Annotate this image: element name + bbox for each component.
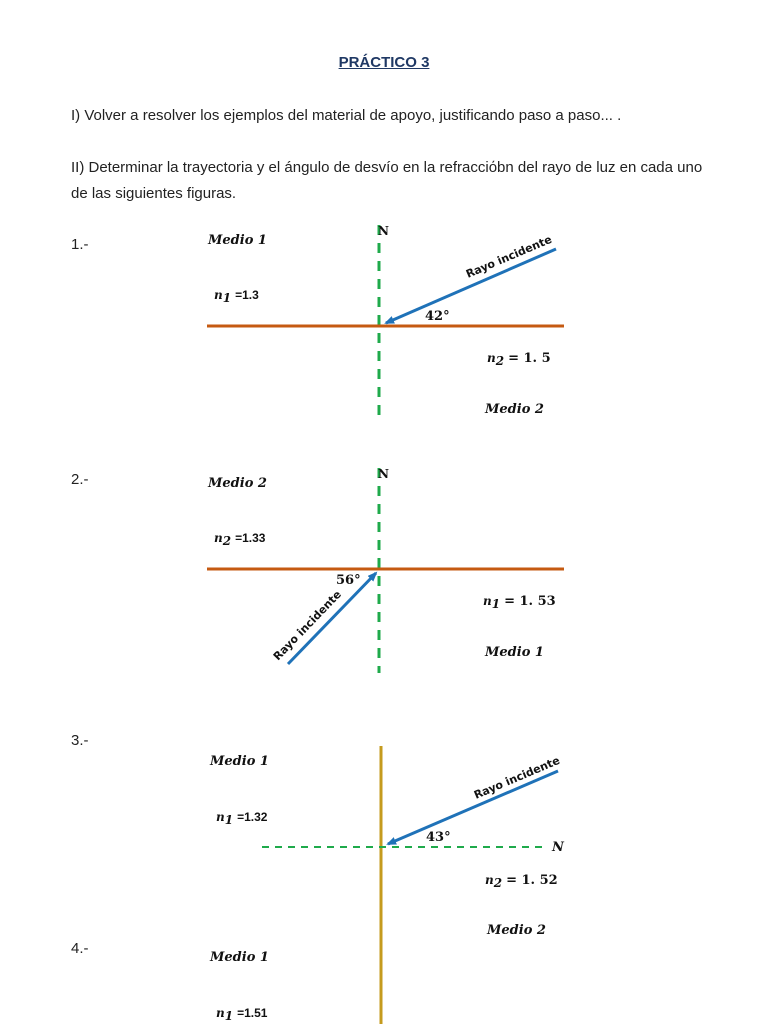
bottom-medium-label: Medio 2 bbox=[485, 402, 544, 417]
bottom-index-label: n1 = 1. 53 bbox=[483, 594, 556, 611]
top-medium-label: Medio 1 bbox=[210, 950, 269, 965]
bottom-medium-label: Medio 1 bbox=[485, 645, 544, 660]
top-index-label: n2 =1.33 bbox=[214, 531, 266, 548]
top-medium-label: Medio 1 bbox=[210, 754, 269, 769]
top-index-label: n1 =1.32 bbox=[216, 810, 268, 827]
top-medium-label: Medio 1 bbox=[208, 233, 267, 248]
incident-ray bbox=[288, 573, 376, 664]
figure-4-number: 4.- bbox=[71, 940, 89, 957]
ray-label: Rayo incidente bbox=[270, 587, 344, 664]
normal-label: N bbox=[378, 467, 389, 481]
bottom-index-label: n2 = 1. 52 bbox=[485, 873, 558, 890]
bottom-medium-label: Medio 2 bbox=[487, 923, 546, 938]
figure-3-number: 3.- bbox=[71, 732, 89, 749]
angle-label: 43° bbox=[426, 830, 451, 845]
incident-ray bbox=[388, 771, 558, 844]
page-title: PRÁCTICO 3 bbox=[338, 54, 430, 71]
figure-4-diagram bbox=[0, 940, 768, 1024]
figure-1-number: 1.- bbox=[71, 236, 89, 253]
normal-label: N bbox=[378, 224, 389, 238]
top-index-label: n1 =1.3 bbox=[214, 288, 259, 305]
ray-label: Rayo incidente bbox=[464, 232, 554, 281]
angle-label: 56° bbox=[336, 573, 361, 588]
normal-label: N bbox=[552, 840, 564, 855]
figure-2-diagram bbox=[0, 458, 768, 678]
top-medium-label: Medio 2 bbox=[208, 476, 267, 491]
figure-3-diagram bbox=[0, 740, 768, 940]
bottom-index-label: n2 = 1. 5 bbox=[487, 351, 551, 368]
instruction-1: I) Volver a resolver los ejemplos del material de apoyo, justificando paso a paso... . bbox=[71, 107, 622, 124]
angle-label: 42° bbox=[425, 309, 450, 324]
figure-2-number: 2.- bbox=[71, 471, 89, 488]
top-index-label: n1 =1.51 bbox=[216, 1006, 268, 1023]
figure-1-diagram bbox=[0, 215, 768, 430]
ray-label: Rayo incidente bbox=[472, 753, 562, 802]
instruction-2: II) Determinar la trayectoria y el ángulo de desvío en la refracciόbn del rayo de luz en cada uno de las siguientes figuras. bbox=[71, 159, 703, 202]
incident-ray bbox=[386, 249, 556, 323]
